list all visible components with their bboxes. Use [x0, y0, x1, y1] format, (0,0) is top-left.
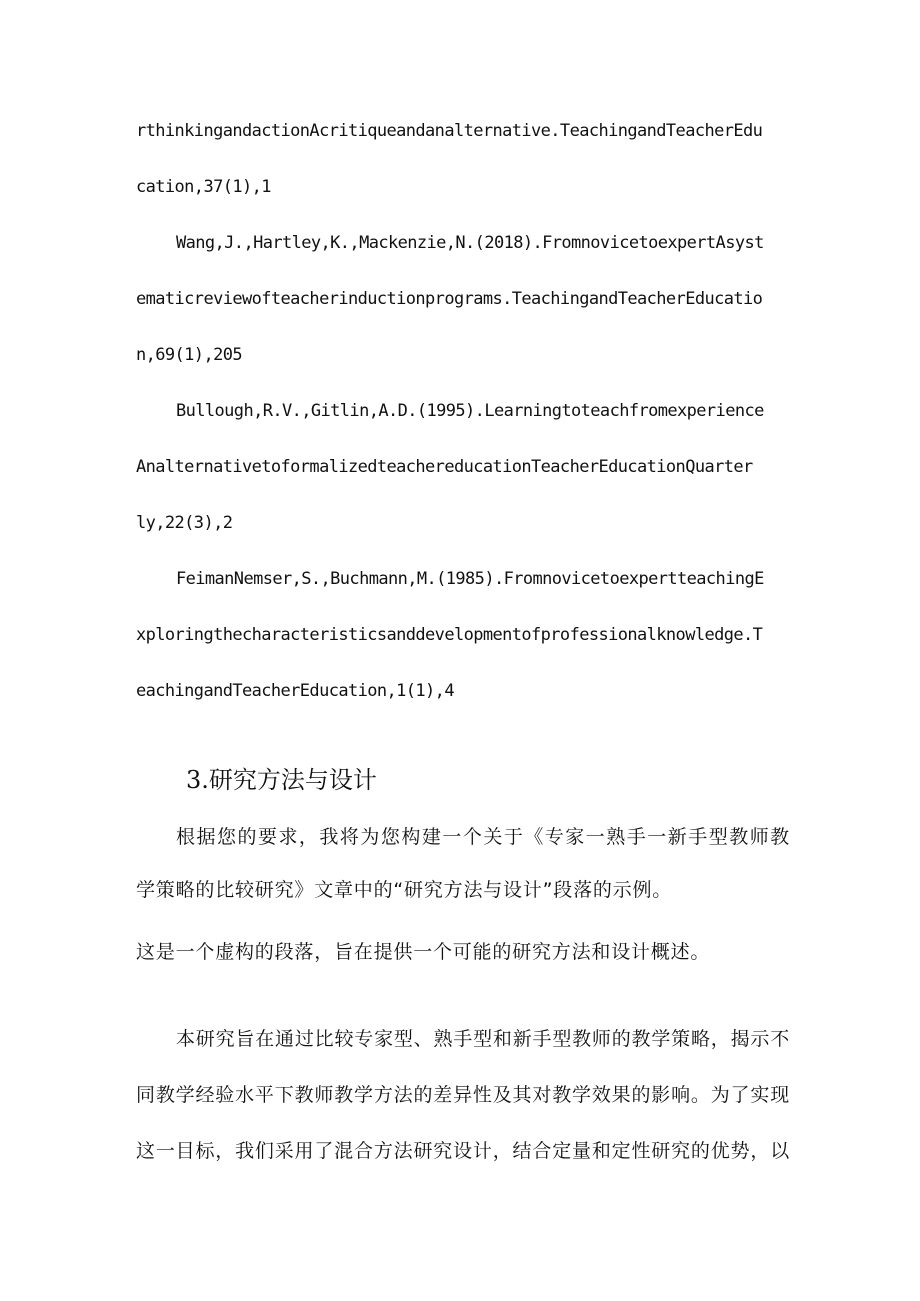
section-heading: 3.研究方法与设计: [186, 766, 377, 794]
reference-line: FeimanNemser,S.,Buchmann,M.(1985).FromnovicetoexpertteachingE: [176, 569, 764, 589]
paragraph-line: 本研究旨在通过比较专家型、熟手型和新手型教师的教学策略，揭示不: [176, 1028, 790, 1050]
paragraph-line: 学策略的比较研究》文章中的“研究方法与设计”段落的示例。: [136, 879, 673, 901]
reference-line: cation,37(1),1: [136, 177, 271, 197]
reference-line: rthinkingandactionAcritiqueandanalternative.TeachingandTeacherEdu: [136, 121, 763, 141]
paragraph-line: 同教学经验水平下教师教学方法的差异性及其对教学效果的影响。为了实现: [136, 1084, 790, 1106]
paragraph-line: 根据您的要求，我将为您构建一个关于《专家一熟手一新手型教师教: [176, 826, 790, 848]
paragraph-line: 这一目标，我们采用了混合方法研究设计，结合定量和定性研究的优势，以: [136, 1140, 790, 1162]
reference-line: AnalternativetoformalizedteachereducationTeacherEducationQuarter: [136, 457, 753, 477]
reference-line: eachingandTeacherEducation,1(1),4: [136, 681, 454, 701]
reference-line: xploringthecharacteristicsanddevelopmentofprofessionalknowledge.T: [136, 625, 763, 645]
reference-line: ematicreviewofteacherinductionprograms.TeachingandTeacherEducatio: [136, 289, 763, 309]
reference-line: n,69(1),205: [136, 345, 242, 365]
reference-line: Wang,J.,Hartley,K.,Mackenzie,N.(2018).FromnovicetoexpertAsyst: [176, 233, 764, 253]
reference-line: ly,22(3),2: [136, 513, 233, 533]
reference-line: Bullough,R.V.,Gitlin,A.D.(1995).Learningtoteachfromexperience: [176, 401, 764, 421]
paragraph-line: 这是一个虚构的段落，旨在提供一个可能的研究方法和设计概述。: [136, 941, 711, 963]
